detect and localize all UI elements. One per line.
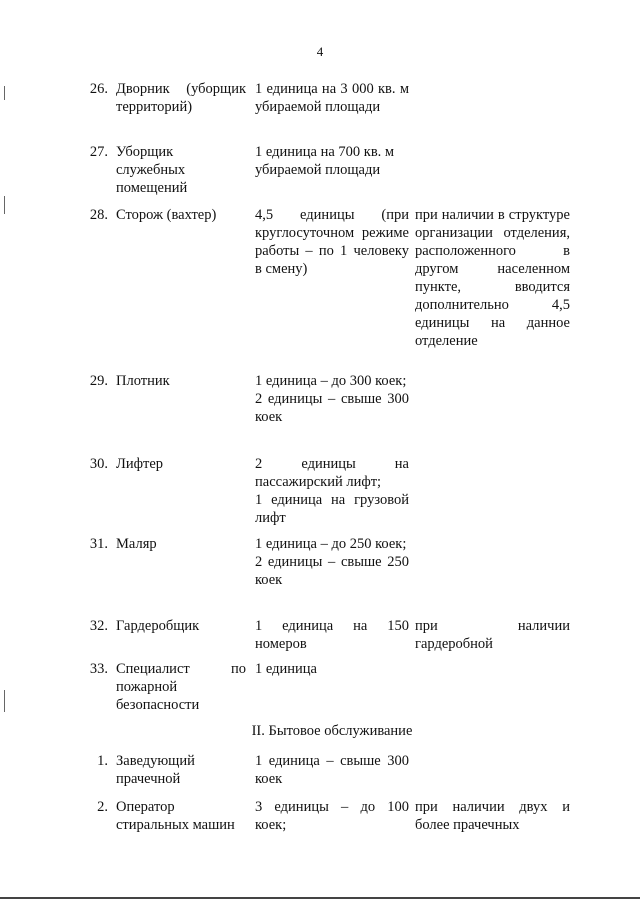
page-edge-line bbox=[0, 897, 640, 899]
position-title: Сторож (вахтер) bbox=[116, 207, 217, 223]
staffing-norm: 1 единица на 3 000 кв. м убираемой площади bbox=[255, 81, 409, 115]
staffing-norm-cell bbox=[255, 535, 409, 589]
position-title: Плотник bbox=[116, 373, 170, 389]
margin-mark bbox=[4, 86, 5, 100]
margin-mark bbox=[4, 690, 5, 712]
staffing-norm-extra: 2 единицы – свыше 300 коек bbox=[255, 391, 409, 425]
row-number: 26. bbox=[89, 81, 108, 97]
section-heading: II. Бытовое обслуживание bbox=[251, 723, 413, 739]
position-title: Маляр bbox=[116, 536, 157, 552]
row-number: 32. bbox=[89, 618, 108, 634]
staffing-note: при наличии гардеробной bbox=[415, 618, 570, 652]
row-number: 28. bbox=[89, 207, 108, 223]
page-number: 4 bbox=[316, 44, 324, 59]
row-number: 30. bbox=[89, 456, 108, 472]
staffing-norm-extra: 2 единицы – свыше 250 коек bbox=[255, 554, 409, 588]
staffing-norm-extra: 1 единица на грузовой лифт bbox=[255, 492, 409, 526]
staffing-norm: 2 единицы на пассажирский лифт; bbox=[255, 456, 409, 490]
position-title: Лифтер bbox=[116, 456, 164, 472]
staffing-norm: 1 единица на 700 кв. м убираемой площади bbox=[255, 144, 395, 178]
staffing-norm: 1 единица bbox=[255, 661, 317, 677]
row-number: 29. bbox=[89, 373, 108, 389]
row-number: 33. bbox=[89, 661, 108, 677]
staffing-norm: 1 единица на 150 номеров bbox=[255, 618, 409, 652]
position-title: Специалист по пожарной безопасности bbox=[116, 661, 246, 713]
staffing-norm-cell bbox=[255, 455, 409, 527]
staffing-norm: 1 единица – до 300 коек; bbox=[255, 373, 407, 389]
staffing-norm: 4,5 единицы (при круглосуточном режиме работы – по 1 человеку в смену) bbox=[255, 207, 409, 277]
staffing-note: при наличии в структуре организации отделения, расположенного в другом населенном пункте, вводится дополнительно 4,5 единицы на данное отделение bbox=[415, 207, 570, 349]
row-number: 27. bbox=[89, 144, 108, 160]
row-number: 31. bbox=[89, 536, 108, 552]
row-number: 1. bbox=[97, 753, 108, 769]
position-title: Оператор стиральных машин bbox=[116, 799, 235, 833]
position-title: Уборщик служебных помещений bbox=[116, 144, 188, 196]
position-title: Гардеробщик bbox=[116, 618, 200, 634]
position-title: Заведующий прачечной bbox=[116, 753, 195, 787]
staffing-norm: 1 единица – до 250 коек; bbox=[255, 536, 407, 552]
staffing-norm: 1 единица – свыше 300 коек bbox=[255, 753, 409, 787]
staffing-note: при наличии двух и более прачечных bbox=[415, 799, 570, 833]
staffing-norm: 3 единицы – до 100 коек; bbox=[255, 799, 409, 833]
staffing-norm-cell bbox=[255, 372, 409, 426]
row-number: 2. bbox=[97, 799, 108, 815]
margin-mark bbox=[4, 196, 5, 214]
position-title: Дворник (уборщик территорий) bbox=[116, 81, 246, 115]
